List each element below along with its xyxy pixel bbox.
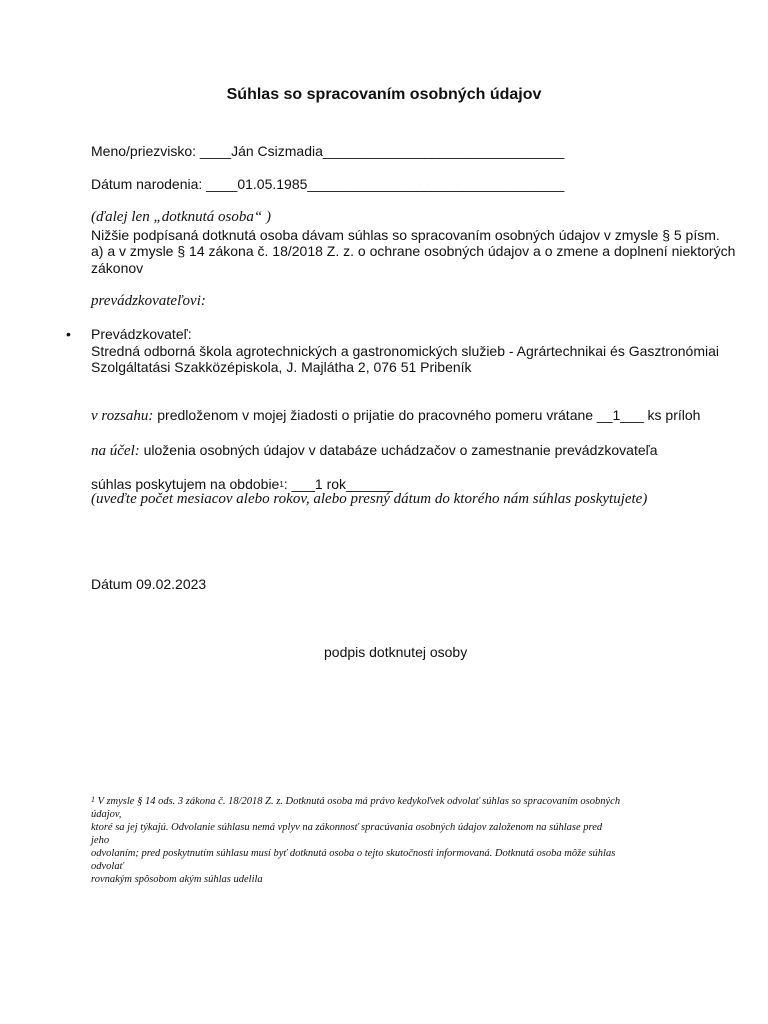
scope-label: v rozsahu:	[91, 408, 154, 424]
footnote-line-5: odvolaním; pred poskytnutím súhlasu musí byť dotknutá osoba o tejto skutočnosti informovaná. Dotknutá osoba môže súhlas	[91, 848, 616, 859]
footnote-line-7: rovnakým spôsobom akým súhlas udelila	[91, 874, 263, 885]
scope-text: predloženom v mojej žiadosti o prijatie do pracovného pomeru vrátane __1___ ks príloh	[153, 407, 701, 423]
bullet-icon: •	[66, 326, 71, 342]
name-field: Meno/priezvisko: ____Ján Csizmadia_______________________________	[91, 143, 565, 159]
purpose-line	[91, 442, 658, 460]
footnote-line-1: $^1$ V zmysle § 14 ods. 3 zákona č. 18/2018 Z. z. Dotknutá osoba má právo kedykoľvek odvolať súhlas so spracovaním osobných	[91, 795, 621, 807]
consent-text-line-1: Nižšie podpísaná dotknutá osoba dávam súhlas so spracovaním osobných údajov v zmysle § 5 písm.	[91, 227, 720, 243]
footnote	[91, 793, 620, 886]
footnote-line-3: ktoré sa jej týkajú. Odvolanie súhlasu nemá vplyv na zákonnosť spracúvania osobných údajov založenom na súhlase pred	[91, 822, 603, 833]
period-value: : ___1 rok______	[283, 476, 393, 492]
subject-note: (ďalej len „dotknutá osoba“ )	[91, 209, 271, 225]
scope-line	[91, 407, 700, 425]
document-title: Súhlas so spracovaním osobných údajov	[226, 86, 542, 103]
operator-heading: prevádzkovateľovi:	[91, 293, 206, 309]
footnote-line-4: jeho	[91, 835, 110, 846]
purpose-label: na účel:	[91, 443, 140, 459]
purpose-text: uloženia osobných údajov v databáze uchádzačov o zamestnanie prevádzkovateľa	[139, 442, 658, 458]
consent-text-line-2: a) a v zmysle § 14 zákona č. 18/2018 Z. z. o ochrane osobných údajov a o zmene a doplnení niektorých	[91, 243, 736, 259]
footnote-line-2: údajov,	[91, 809, 122, 820]
consent-text-line-3: zákonov	[91, 260, 144, 276]
operator-line-2: Szolgáltatási Szakközépiskola, J. Majlátha 2, 076 51 Pribeník	[91, 359, 472, 375]
period-hint: (uveďte počet mesiacov alebo rokov, alebo presný dátum do ktorého nám súhlas poskytujete)	[91, 491, 648, 507]
operator-line-1: Stredná odborná škola agrotechnických a gastronomických služieb - Agrártechnikai és Gasztronómiai	[91, 343, 719, 359]
period-line	[91, 476, 393, 492]
period-prefix: súhlas poskytujem na obdobie	[91, 476, 280, 492]
footnote-ref[interactable]: 1	[279, 480, 284, 489]
footnote-line-6: odvolať	[91, 861, 124, 872]
date-field: Dátum 09.02.2023	[91, 576, 207, 592]
birth-date-field: Dátum narodenia: ____01.05.1985_________________________________	[91, 176, 565, 192]
operator-label: Prevádzkovateľ:	[91, 326, 192, 342]
signature-label: podpis dotknutej osoby	[324, 644, 468, 660]
footnote-mark: 1	[91, 795, 95, 804]
